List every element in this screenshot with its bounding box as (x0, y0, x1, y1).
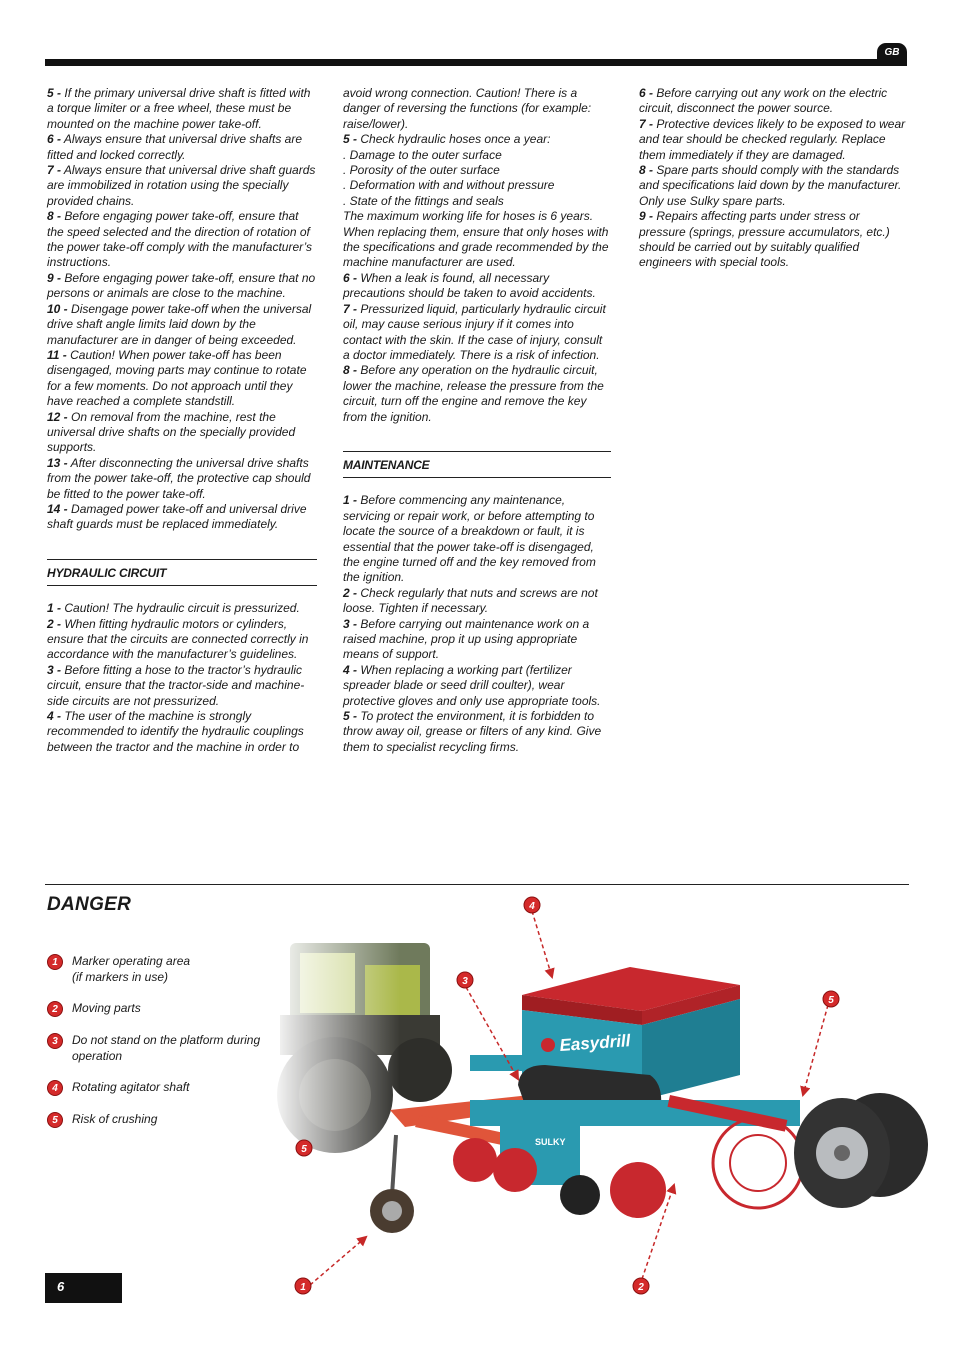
list-item: 8 - Before any operation on the hydraulic circuit, lower the machine, release the pressure from the circuit, turn off the engine and remove the key from the ignition. (343, 363, 604, 424)
hydraulic-list (47, 601, 317, 755)
column-3 (639, 86, 909, 271)
list-item: . Porosity of the outer surface (343, 163, 500, 178)
legend-item: 1 Marker operating area (if markers in use) (47, 954, 277, 985)
column-2 (343, 86, 611, 755)
maintenance-list (343, 493, 611, 755)
number-badge-icon: 3 (47, 1033, 63, 1049)
number-badge-icon: 2 (47, 1001, 63, 1017)
svg-text:3: 3 (462, 976, 468, 987)
danger-rule (45, 884, 909, 885)
callout-badge-2 (633, 1278, 649, 1294)
language-tab: GB (877, 43, 907, 65)
list-item: 5 - To protect the environment, it is forbidden to throw away oil, grease or filters of any kind. Give them to specialist recycling firms. (343, 709, 602, 754)
list-item: 11 - Caution! When power take-off has been disengaged, moving parts may continue to rotate for a few moments. Do not approach until they have reached a complete standstill. (47, 347, 307, 409)
list-item: 8 - Spare parts should comply with the standards and specifications laid down by the manufacturer. Only use Sulky spare parts. (639, 163, 902, 208)
list-item: 2 - Check regularly that nuts and screws are not loose. Tighten if necessary. (343, 585, 598, 616)
seed-drill-body (453, 967, 803, 1218)
column-1 (47, 86, 317, 755)
list-item: 3 - Before carrying out maintenance work on a raised machine, prop it up using appropriate means of support. (343, 616, 590, 662)
list-item: 7 - Protective devices likely to be exposed to wear and tear should be checked regularly. Replace them immediately if they are damaged. (639, 116, 906, 162)
list-item: 1 - Caution! The hydraulic circuit is pressurized. (47, 601, 300, 616)
maintenance-list-continued (639, 86, 909, 271)
number-badge-icon: 4 (47, 1080, 63, 1096)
hydraulic-circuit-heading: HYDRAULIC CIRCUIT (47, 559, 317, 586)
continued-paragraph: avoid wrong connection. Caution! There is a danger of reversing the functions (for example: raise/lower). (343, 86, 592, 131)
seed-drill-illustration (270, 895, 954, 1305)
transport-wheels-image (794, 1093, 928, 1208)
svg-text:5: 5 (828, 995, 834, 1006)
danger-heading: DANGER (47, 894, 132, 915)
legend-item: 2 Moving parts (47, 1001, 277, 1017)
list-item: . State of the fittings and seals (343, 193, 504, 208)
list-item: 13 - After disconnecting the universal drive shafts from the power take-off, the protective cap should be fitted to the power take-off. (47, 455, 311, 501)
callout-badge-1 (295, 1278, 311, 1294)
legend-item: 5 Risk of crushing (47, 1112, 277, 1128)
list-item: . Deformation with and without pressure (343, 178, 555, 193)
svg-text:1: 1 (300, 1282, 306, 1293)
number-badge-icon: 1 (47, 954, 63, 970)
svg-text:Easydrill: Easydrill (558, 1031, 631, 1055)
pto-safety-list (47, 86, 317, 533)
hydraulic-list-continued (343, 271, 611, 425)
callout-badge-4 (524, 897, 540, 913)
callout-badge-5 (823, 991, 839, 1007)
callout-badge-5 (296, 1140, 312, 1156)
svg-text:4: 4 (529, 901, 535, 912)
list-item: 3 - Before fitting a hose to the tractor’s hydraulic circuit, ensure that the tractor-side and machine-side circuits are not pressurized. (47, 662, 305, 708)
list-item: 12 - On removal from the machine, rest the universal drive shafts on the specially provided supports. (47, 409, 296, 455)
svg-text:2: 2 (638, 1282, 644, 1293)
legend-item: 4 Rotating agitator shaft (47, 1080, 277, 1096)
list-item: 6 - Always ensure that universal drive shafts are fitted and locked correctly. (47, 132, 303, 162)
list-item: 2 - When fitting hydraulic motors or cylinders, ensure that the circuits are connected correctly in accordance with the manufacturer’s guidelines. (47, 616, 309, 662)
list-item: 4 - When replacing a working part (fertilizer spreader blade or seed drill coulter), wear protective gloves and only use appropriate tools. (343, 662, 601, 708)
maintenance-heading: MAINTENANCE (343, 451, 611, 478)
svg-text:5: 5 (301, 1144, 307, 1155)
danger-legend (47, 954, 277, 1144)
list-item: 6 - When a leak is found, all necessary precautions should be taken to avoid accidents. (343, 270, 596, 301)
list-item: 4 - The user of the machine is strongly recommended to identify the hydraulic couplings between the tractor and the machine in order to (47, 709, 304, 754)
sulky-logo: SULKY (535, 1137, 566, 1147)
list-item: 7 - Always ensure that universal drive shaft guards are immobilized in rotation using the specially provided chains. (47, 163, 316, 208)
list-item: 14 - Damaged power take-off and universal drive shaft guards must be replaced immediately. (47, 501, 307, 532)
list-item: . Damage to the outer surface (343, 147, 502, 162)
page-number: 6 (45, 1273, 122, 1303)
legend-item: 3 Do not stand on the platform during operation (47, 1033, 277, 1064)
callout-badge-3 (457, 972, 473, 988)
list-item: 8 - Before engaging power take-off, ensure that the speed selected and the direction of rotation of the power take-off comply with the manufacturer’s instructions. (47, 209, 313, 270)
tractor-image (270, 935, 452, 1175)
number-badge-icon: 5 (47, 1112, 63, 1128)
list-item: 7 - Pressurized liquid, particularly hydraulic circuit oil, may cause serious injury if it comes into contact with the skin. If the case of injury, consult a doctor immediately. There is a risk of infection. (343, 301, 606, 362)
list-item: 5 - If the primary universal drive shaft is fitted with a torque limiter or a free wheel, these must be mounted on the machine power take-off. (47, 86, 311, 131)
list-item: 5 - Check hydraulic hoses once a year: (343, 132, 551, 147)
list-item: 9 - Repairs affecting parts under stress or pressure (springs, pressure accumulators, etc.) should be carried out by suitably qualified engineers with special tools. (639, 209, 890, 270)
list-item: 10 - Disengage power take-off when the universal drive shaft angle limits laid down by the manufacturer are in danger of being exceeded. (47, 301, 312, 347)
hose-check-list (343, 148, 611, 210)
hose-life-paragraph: The maximum working life for hoses is 6 years. When replacing them, ensure that only hoses with the specifications and grade recommended by the machine manufacturer are used. (343, 209, 609, 270)
list-item: 9 - Before engaging power take-off, ensure that no persons or animals are close to the machine. (47, 270, 316, 301)
header-rule (45, 59, 907, 66)
list-item: 6 - Before carrying out any work on the electric circuit, disconnect the power source. (639, 86, 888, 116)
list-item: 1 - Before commencing any maintenance, servicing or repair work, or before attempting to locate the source of a breakdown or fault, it is essential that the power take-off is disengaged, the engine turned off and the key removed from the ignition. (343, 493, 596, 585)
